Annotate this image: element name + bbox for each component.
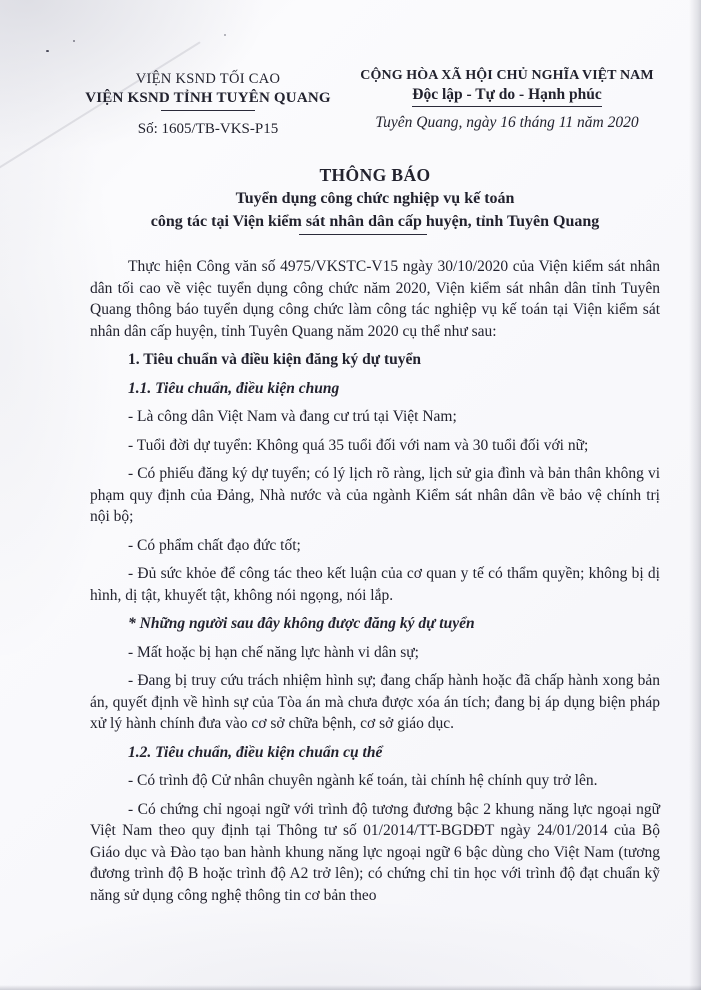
scan-edge-right: [689, 0, 701, 990]
place-date-line: Tuyên Quang, ngày 16 tháng 11 năm 2020: [375, 114, 639, 131]
title-line-3: công tác tại Viện kiểm sát nhân dân cấp huyện, tỉnh Tuyên Quang: [150, 213, 600, 230]
title-line-1: THÔNG BÁO: [319, 165, 431, 185]
list-item: - Có phiếu đăng ký dự tuyển; có lý lịch rõ ràng, lịch sử gia đình và bản thân không vi phạm quy định của Đảng, Nhà nước và của ngành Kiểm sát nhân dân về bảo vệ chính trị nội bộ;: [90, 465, 660, 525]
paragraph-intro: Thực hiện Công văn số 4975/VKSTC-V15 ngày 30/10/2020 của Viện kiểm sát nhân dân tối cao về việc tuyển dụng công chức năm 2020, Viện kiểm sát nhân dân tỉnh Tuyên Quang thông báo tuyển dụng công chức làm công tác nghiệp vụ kế toán tại Viện kiểm sát nhân dân cấp huyện, tỉnh Tuyên Quang năm 2020 cụ thể như sau:: [90, 258, 660, 340]
subsection-heading-1-1: 1.1. Tiêu chuẩn, điều kiện chung: [128, 379, 340, 397]
document-number: Số: 1605/TB-VKS-P15: [137, 121, 279, 137]
title-line-2: Tuyển dụng công chức nghiệp vụ kế toán: [235, 190, 515, 207]
list-item: - Có chứng chỉ ngoại ngữ với trình độ tương đương bậc 2 khung năng lực ngoại ngữ Việt Nam theo quy định tại Thông tư số 01/2014/TT-BGDĐT ngày 24/01/2014 của Bộ Giáo dục và Đào tạo ban hành khung năng lực ngoại ngữ 6 bậc dùng cho Việt Nam (tương đương trình độ B hoặc trình độ A2 trở lên); có chứng chỉ tin học với trình độ đạt chuẩn kỹ năng sử dụng công nghệ thông tin cơ bản theo: [90, 800, 660, 904]
list-item: - Tuổi đời dự tuyển: Không quá 35 tuổi đối với nam và 30 tuổi đối với nữ;: [128, 436, 589, 454]
scan-speck: [224, 34, 226, 36]
agency-parent-name: VIỆN KSND TỐI CAO: [135, 71, 281, 87]
subsection-heading-1-2: 1.2. Tiêu chuẩn, điều kiện chuẩn cụ thể: [128, 743, 383, 761]
list-item: - Có trình độ Cử nhân chuyên ngành kế toán, tài chính hệ chính quy trở lên.: [128, 772, 598, 789]
document-title: [90, 163, 660, 235]
agency-name: VIỆN KSND TỈNH TUYÊN QUANG: [85, 90, 331, 106]
scan-edge-bottom: [0, 985, 701, 990]
section-heading-1: 1. Tiêu chuẩn và điều kiện đăng ký dự tuyển: [128, 351, 421, 368]
national-title: CỘNG HÒA XÃ HỘI CHỦ NGHĨA VIỆT NAM: [360, 68, 654, 83]
subsection-heading-excluded: * Những người sau đây không được đăng ký dự tuyển: [128, 615, 475, 632]
title-underline: [299, 234, 427, 235]
scan-speck: [46, 50, 49, 52]
scan-speck: [73, 40, 75, 42]
list-item: - Là công dân Việt Nam và đang cư trú tại Việt Nam;: [128, 408, 457, 425]
list-item: - Đang bị truy cứu trách nhiệm hình sự; đang chấp hành hoặc đã chấp hành xong bản án, quyết định về hình sự của Tòa án mà chưa được xóa án tích; đang bị áp dụng biện pháp xử lý hành chính đưa vào cơ sở chữa bệnh, cơ sở giáo dục.: [90, 672, 660, 732]
agency-underline: [161, 110, 255, 111]
list-item: - Có phẩm chất đạo đức tốt;: [128, 536, 301, 554]
national-motto: Độc lập - Tự do - Hạnh phúc: [348, 85, 666, 107]
national-header-block: [348, 66, 666, 132]
list-item: - Mất hoặc bị hạn chế năng lực hành vi dân sự;: [128, 643, 419, 661]
issuing-agency-block: [58, 70, 358, 138]
document-body: [90, 256, 660, 913]
list-item: - Đủ sức khỏe để công tác theo kết luận của cơ quan y tế có thẩm quyền; không bị dị hình, dị tật, khuyết tật, không nói ngọng, nói lắp.: [90, 565, 660, 604]
